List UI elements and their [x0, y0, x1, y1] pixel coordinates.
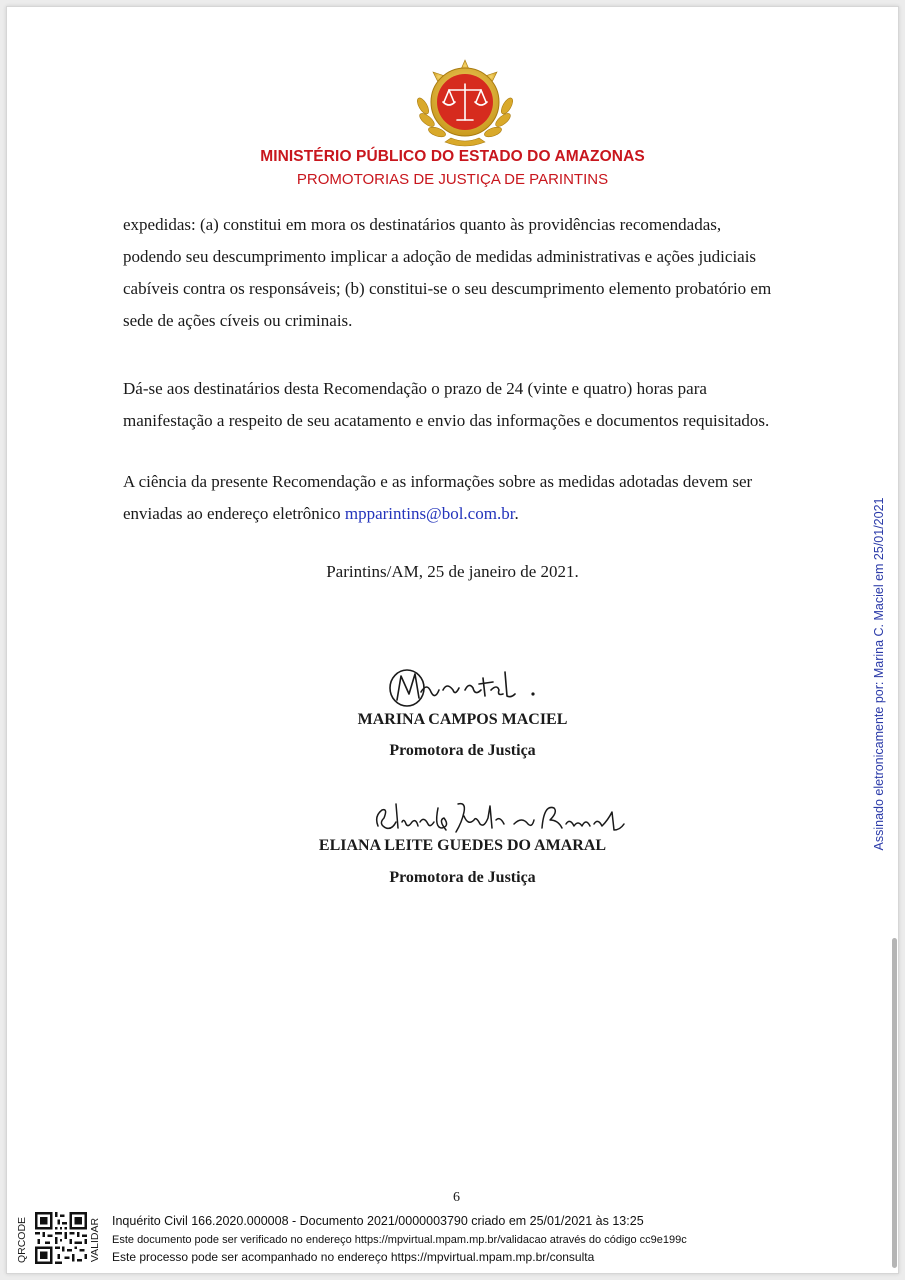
page-number: 6: [453, 1190, 460, 1205]
qrcode-label-text: QRCODE: [16, 1216, 28, 1264]
org-name: MINISTÉRIO PÚBLICO DO ESTADO DO AMAZONAS: [260, 148, 645, 165]
paragraph-1-line: expedidas: (a) constitui em mora os destinatários quanto às providências recomendadas,: [123, 215, 722, 234]
validar-label: [89, 1214, 101, 1266]
paragraph-1-line: sede de ações cíveis ou criminais.: [123, 311, 353, 330]
electronic-signature-stamp: [872, 484, 886, 864]
qr-code-image[interactable]: [35, 1212, 87, 1264]
paragraph-1: [123, 209, 804, 337]
signatory-1-name: MARINA CAMPOS MACIEL: [357, 711, 568, 728]
validar-label-text: VALIDAR: [89, 1217, 101, 1263]
ministry-seal-logo: [415, 58, 515, 148]
paragraph-1-line: podendo seu descumprimento implicar a adoção de medidas administrativas e ações judiciais: [123, 247, 757, 266]
footer-tracking-info: Este processo pode ser acompanhado no endereço https://mpvirtual.mpam.mp.br/consulta: [112, 1250, 595, 1264]
signatory-1-title: Promotora de Justiça: [389, 742, 536, 759]
paragraph-1-line: cabíveis contra os responsáveis; (b) constitui-se o seu descumprimento elemento probatório em: [123, 279, 772, 298]
email-prefix: enviadas ao endereço eletrônico: [123, 504, 345, 523]
place-date: Parintins/AM, 25 de janeiro de 2021.: [326, 562, 579, 581]
paragraph-3: [123, 466, 804, 530]
qrcode-label: [16, 1214, 28, 1266]
electronic-signature-text: Assinado eletronicamente por: Marina C. Maciel em 25/01/2021: [872, 497, 886, 851]
paragraph-2-line: manifestação a respeito de seu acatamento e envio das informações e documentos requisitados.: [123, 411, 770, 430]
org-subtitle: PROMOTORIAS DE JUSTIÇA DE PARINTINS: [296, 171, 609, 188]
paragraph-3-line: [123, 498, 804, 530]
signatory-2-title: Promotora de Justiça: [389, 869, 536, 886]
paragraph-2: [123, 373, 804, 437]
paragraph-2-line: Dá-se aos destinatários desta Recomendação o prazo de 24 (vinte e quatro) horas para: [123, 379, 707, 398]
signature-eliana-image: [372, 798, 628, 838]
email-link[interactable]: mpparintins@bol.com.br: [344, 504, 515, 523]
footer-document-info: Inquérito Civil 166.2020.000008 - Documento 2021/0000003790 criado em 25/01/2021 às 13:25: [112, 1214, 644, 1228]
signature-marina-image: [385, 660, 545, 712]
footer-validation-info: Este documento pode ser verificado no endereço https://mpvirtual.mpam.mp.br/validacao através do código cc9e199c: [112, 1234, 687, 1246]
document-page: [6, 6, 899, 1274]
paragraph-3-line: A ciência da presente Recomendação e as informações sobre as medidas adotadas devem ser: [123, 472, 753, 491]
email-suffix: .: [514, 504, 519, 523]
signatory-2-name: ELIANA LEITE GUEDES DO AMARAL: [318, 837, 607, 854]
scrollbar-thumb[interactable]: [892, 938, 897, 1268]
